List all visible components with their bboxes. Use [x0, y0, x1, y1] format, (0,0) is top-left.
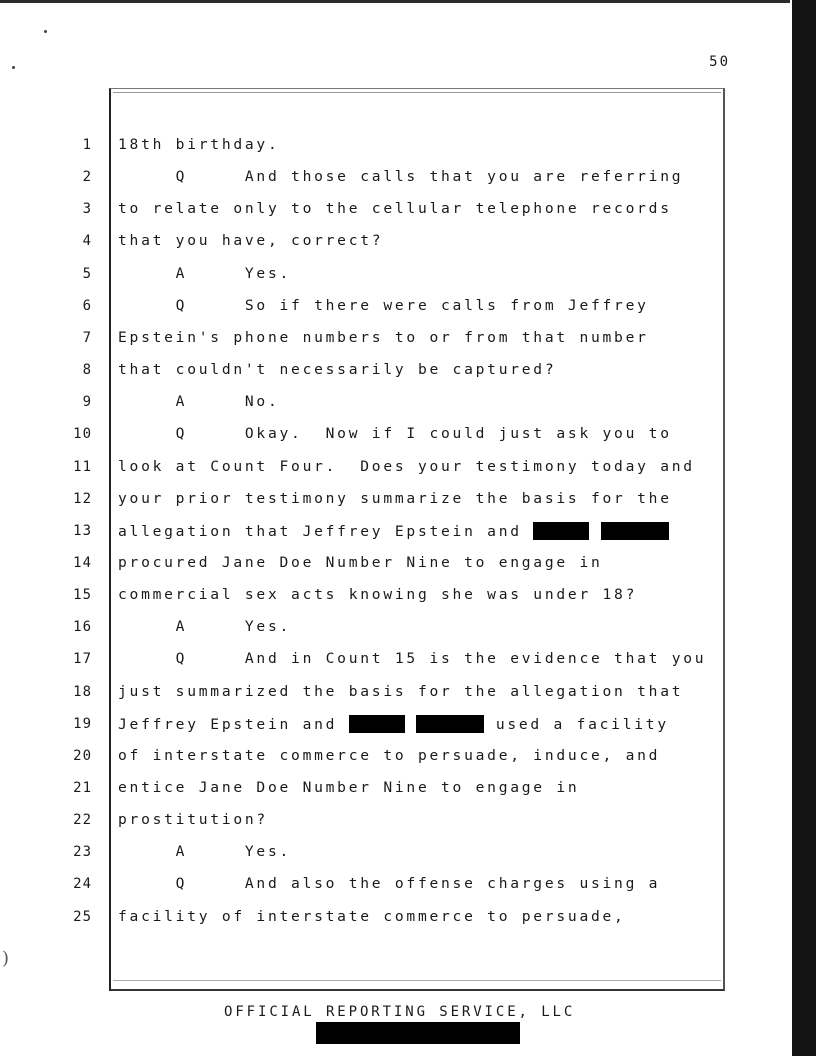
line-text-segment: just summarized the basis for the allegation that [118, 683, 684, 700]
transcript-line [118, 779, 579, 797]
footer-redaction [316, 1022, 520, 1044]
scan-speck [12, 66, 15, 69]
transcript-line [118, 490, 672, 508]
transcript-line [118, 554, 603, 572]
transcript-line [118, 843, 291, 861]
line-number: 21 [73, 780, 92, 796]
footer-reporter: OFFICIAL REPORTING SERVICE, LLC [224, 1004, 576, 1020]
line-text-segment: allegation that Jeffrey Epstein and [118, 523, 534, 540]
line-text-segment: Epstein's phone numbers to or from that number [118, 329, 649, 346]
transcript-line [118, 811, 268, 829]
redaction-block [533, 522, 589, 540]
line-number: 1 [82, 137, 92, 153]
frame-rule [113, 92, 721, 93]
line-text-segment: your prior testimony summarize the basis for the [118, 490, 672, 507]
line-text-segment: entice Jane Doe Number Nine to engage in [118, 779, 580, 796]
line-text-segment: prostitution? [118, 811, 268, 828]
transcript-line [118, 329, 649, 347]
transcript-line [118, 200, 672, 218]
line-number: 2 [82, 169, 92, 185]
line-number: 10 [73, 426, 92, 442]
frame-rule [113, 980, 721, 981]
line-text-segment: that you have, correct? [118, 232, 384, 249]
line-text-segment [589, 523, 601, 540]
transcript-line [118, 586, 637, 604]
line-text-segment: Q And those calls that you are referring [118, 168, 684, 185]
line-text-segment: of interstate commerce to persuade, induce, and [118, 747, 661, 764]
transcript-line [118, 618, 291, 636]
line-number: 13 [73, 523, 92, 539]
line-text-segment: that couldn't necessarily be captured? [118, 361, 557, 378]
line-number: 22 [73, 812, 92, 828]
transcript-line [118, 425, 672, 443]
redaction-block [349, 715, 405, 733]
line-number: 18 [73, 684, 92, 700]
scan-top-edge [0, 0, 790, 3]
transcript-line [118, 715, 669, 734]
transcript-line [118, 297, 649, 315]
line-number: 25 [73, 909, 92, 925]
line-number: 24 [73, 876, 92, 892]
line-text-segment: Q Okay. Now if I could just ask you to [118, 425, 672, 442]
transcript-line [118, 265, 291, 283]
line-number: 12 [73, 491, 92, 507]
line-text-segment: procured Jane Doe Number Nine to engage in [118, 554, 603, 571]
line-text-segment: Q So if there were calls from Jeffrey [118, 297, 649, 314]
transcript-line [118, 361, 556, 379]
transcript-line [118, 136, 280, 154]
transcript-line [118, 747, 660, 765]
transcript-line [118, 522, 669, 541]
transcript-line [118, 875, 660, 893]
scan-right-edge [792, 0, 816, 1056]
line-text-segment: Jeffrey Epstein and [118, 716, 349, 733]
transcript-line [118, 458, 695, 476]
line-number: 7 [82, 330, 92, 346]
line-number: 17 [73, 651, 92, 667]
line-number: 8 [82, 362, 92, 378]
line-text-segment: used a facility [484, 716, 669, 733]
line-number: 4 [82, 233, 92, 249]
line-number: 6 [82, 298, 92, 314]
redaction-block [601, 522, 669, 540]
line-number: 5 [82, 266, 92, 282]
line-text-segment: facility of interstate commerce to persuade, [118, 908, 626, 925]
line-text-segment: A Yes. [118, 265, 292, 282]
line-text-segment: Q And also the offense charges using a [118, 875, 661, 892]
redaction-block [416, 715, 484, 733]
line-text-segment: look at Count Four. Does your testimony today and [118, 458, 695, 475]
line-text-segment: to relate only to the cellular telephone records [118, 200, 672, 217]
line-text-segment: A Yes. [118, 618, 292, 635]
line-number: 9 [82, 394, 92, 410]
page-number: 50 [709, 54, 730, 70]
transcript-line [118, 683, 683, 701]
line-text-segment: Q And in Count 15 is the evidence that you [118, 650, 707, 667]
transcript-line [118, 650, 706, 668]
line-number: 19 [73, 716, 92, 732]
line-number: 11 [73, 459, 92, 475]
transcript-line [118, 393, 280, 411]
line-number: 20 [73, 748, 92, 764]
line-number: 15 [73, 587, 92, 603]
transcript-line [118, 168, 683, 186]
line-number: 23 [73, 844, 92, 860]
transcript-line [118, 908, 626, 926]
scan-mark: ) [2, 948, 10, 969]
line-text-segment [405, 716, 417, 733]
line-number: 3 [82, 201, 92, 217]
line-text-segment: A No. [118, 393, 280, 410]
line-number: 14 [73, 555, 92, 571]
line-number: 16 [73, 619, 92, 635]
scan-speck [44, 30, 47, 33]
line-text-segment: 18th birthday. [118, 136, 280, 153]
line-text-segment: A Yes. [118, 843, 292, 860]
transcript-line [118, 232, 383, 250]
line-text-segment: commercial sex acts knowing she was under 18? [118, 586, 638, 603]
